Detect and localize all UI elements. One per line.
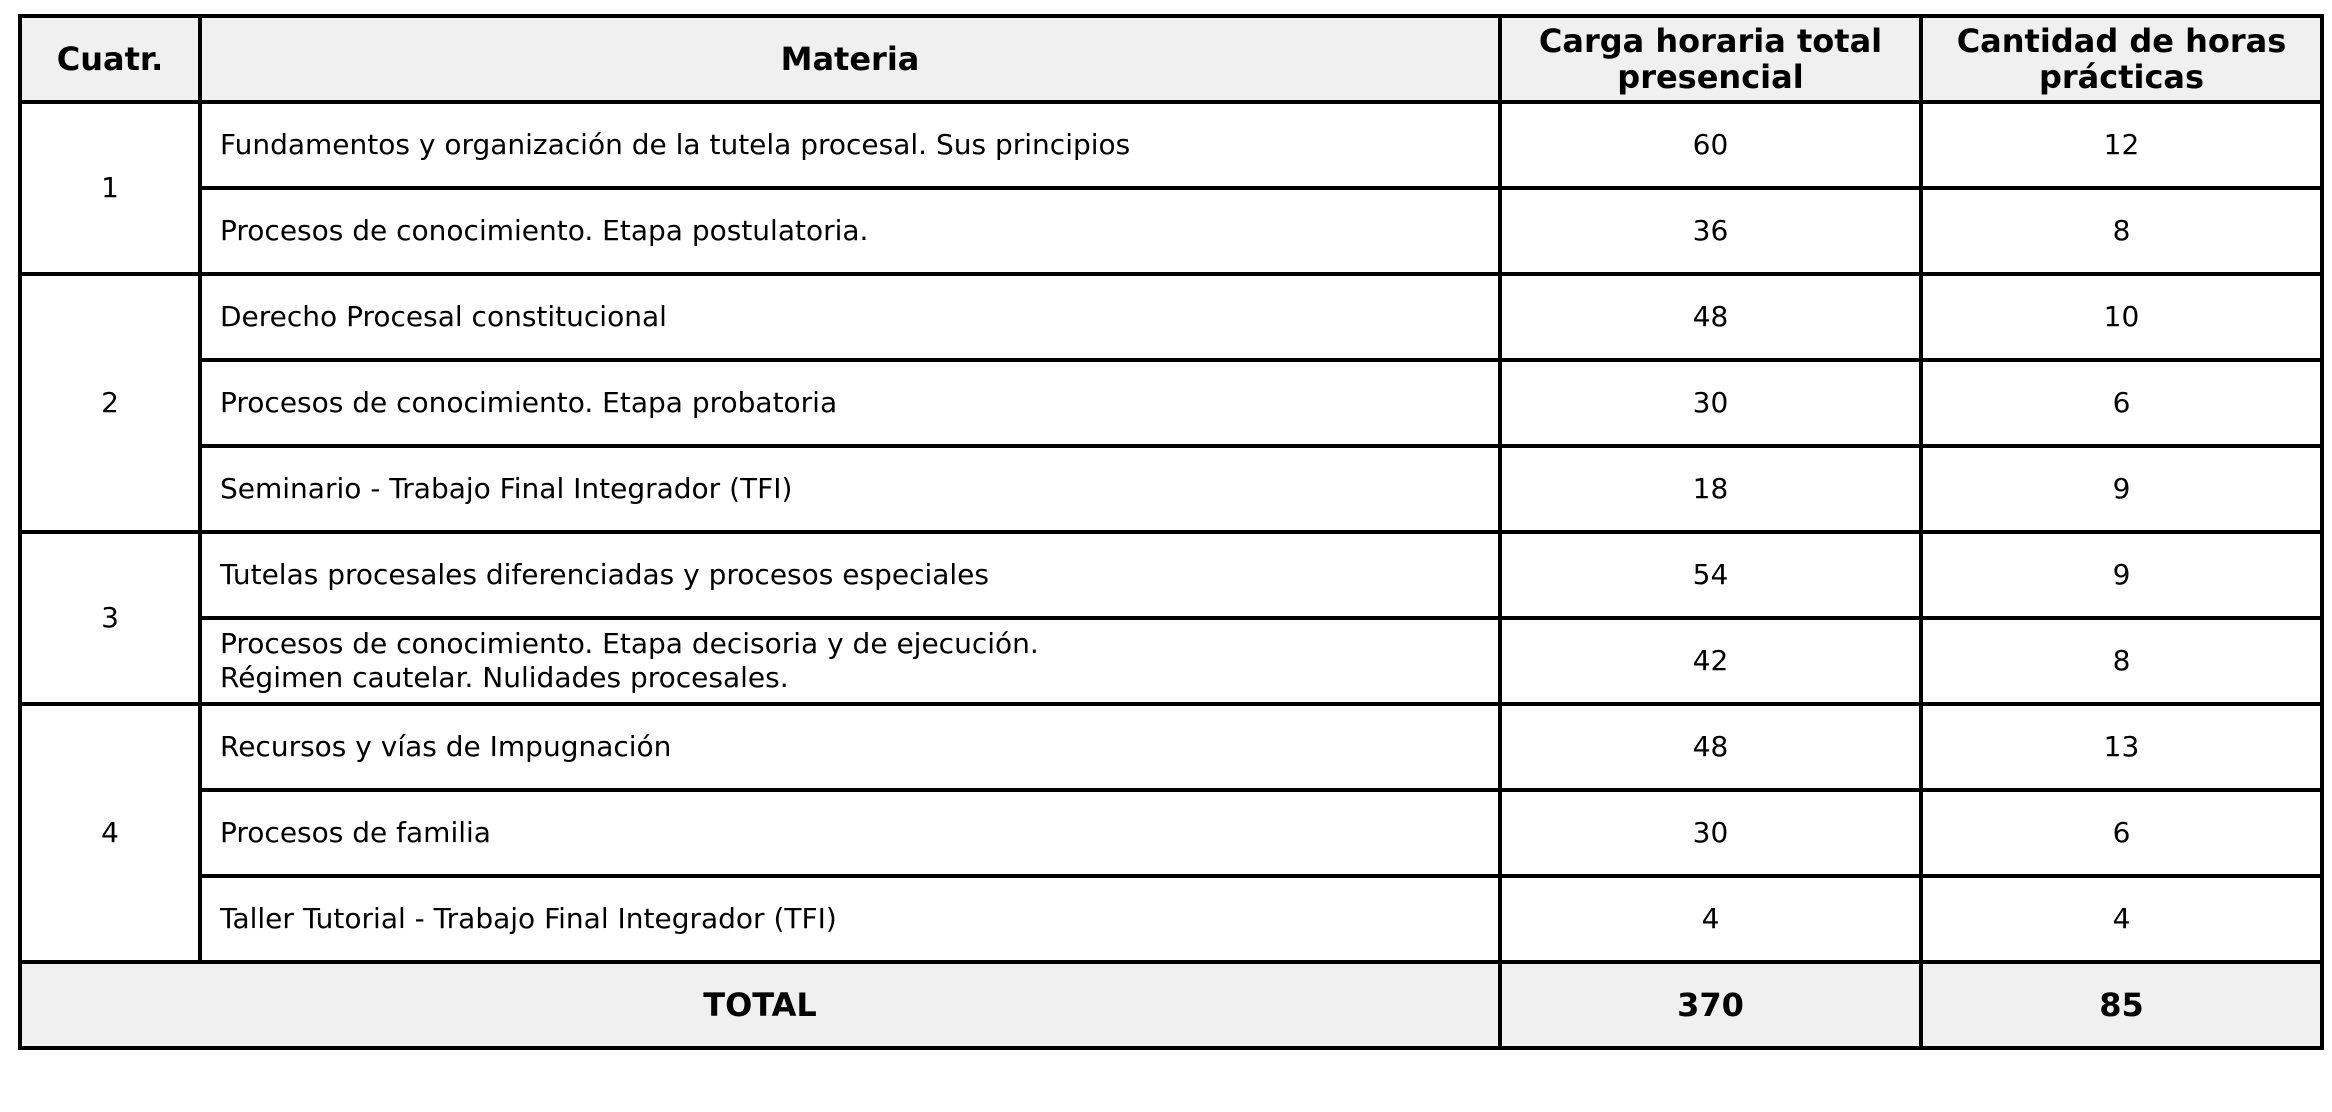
materia-line: Recursos y vías de Impugnación: [220, 730, 672, 763]
total-label: TOTAL: [20, 962, 1500, 1048]
practicas-cell: 8: [1921, 188, 2322, 274]
carga-cell: 30: [1500, 790, 1921, 876]
practicas-cell: 10: [1921, 274, 2322, 360]
practicas-cell: 9: [1921, 446, 2322, 532]
document-page: [18, 14, 2324, 1050]
carga-cell: 48: [1500, 704, 1921, 790]
cuatr-cell: 3: [20, 532, 200, 704]
materia-cell: [200, 188, 1500, 274]
total-row: [20, 962, 2322, 1048]
table-row: [20, 532, 2322, 618]
header-cantidad-horas: [1921, 16, 2322, 102]
materia-line: Procesos de familia: [220, 816, 491, 849]
header-row: [20, 16, 2322, 102]
course-hours-table: [18, 14, 2324, 1050]
practicas-cell: 4: [1921, 876, 2322, 962]
table-body: [20, 102, 2322, 962]
practicas-cell: 6: [1921, 360, 2322, 446]
carga-cell: 54: [1500, 532, 1921, 618]
materia-line: Tutelas procesales diferenciadas y procesos especiales: [220, 558, 989, 591]
header-materia: Materia: [200, 16, 1500, 102]
carga-cell: 42: [1500, 618, 1921, 704]
materia-line: Seminario - Trabajo Final Integrador (TFI): [220, 472, 793, 505]
carga-cell: 36: [1500, 188, 1921, 274]
table-row: [20, 876, 2322, 962]
materia-cell: [200, 790, 1500, 876]
practicas-cell: 6: [1921, 790, 2322, 876]
carga-cell: 60: [1500, 102, 1921, 188]
cuatr-cell: 4: [20, 704, 200, 962]
materia-cell: [200, 704, 1500, 790]
total-carga: 370: [1500, 962, 1921, 1048]
materia-line: Régimen cautelar. Nulidades procesales.: [220, 661, 789, 694]
materia-line: Procesos de conocimiento. Etapa postulatoria.: [220, 214, 869, 247]
materia-line: Procesos de conocimiento. Etapa probatoria: [220, 386, 838, 419]
materia-cell: [200, 618, 1500, 704]
materia-line: Procesos de conocimiento. Etapa decisoria y de ejecución.: [220, 627, 1039, 660]
materia-cell: [200, 102, 1500, 188]
carga-cell: 18: [1500, 446, 1921, 532]
carga-cell: 30: [1500, 360, 1921, 446]
header-cantidad-line1: Cantidad de horas: [1956, 22, 2287, 60]
table-row: [20, 188, 2322, 274]
table-footer: [20, 962, 2322, 1048]
cuatr-cell: 1: [20, 102, 200, 274]
table-row: [20, 790, 2322, 876]
table-row: [20, 360, 2322, 446]
practicas-cell: 13: [1921, 704, 2322, 790]
practicas-cell: 12: [1921, 102, 2322, 188]
table-row: [20, 274, 2322, 360]
header-carga-line2: presencial: [1617, 58, 1804, 96]
table-row: [20, 446, 2322, 532]
practicas-cell: 8: [1921, 618, 2322, 704]
carga-cell: 4: [1500, 876, 1921, 962]
materia-line: Fundamentos y organización de la tutela procesal. Sus principios: [220, 128, 1131, 161]
carga-cell: 48: [1500, 274, 1921, 360]
materia-line: Taller Tutorial - Trabajo Final Integrador (TFI): [220, 902, 837, 935]
materia-line: Derecho Procesal constitucional: [220, 300, 667, 333]
header-carga-horaria: [1500, 16, 1921, 102]
total-practicas: 85: [1921, 962, 2322, 1048]
header-cuatr: Cuatr.: [20, 16, 200, 102]
table-row: [20, 102, 2322, 188]
table-row: [20, 618, 2322, 704]
header-carga-line1: Carga horaria total: [1538, 22, 1883, 60]
materia-cell: [200, 532, 1500, 618]
header-cantidad-line2: prácticas: [2038, 58, 2205, 96]
materia-cell: [200, 360, 1500, 446]
materia-cell: [200, 274, 1500, 360]
materia-cell: [200, 876, 1500, 962]
materia-cell: [200, 446, 1500, 532]
table-header: [20, 16, 2322, 102]
cuatr-cell: 2: [20, 274, 200, 532]
table-row: [20, 704, 2322, 790]
practicas-cell: 9: [1921, 532, 2322, 618]
